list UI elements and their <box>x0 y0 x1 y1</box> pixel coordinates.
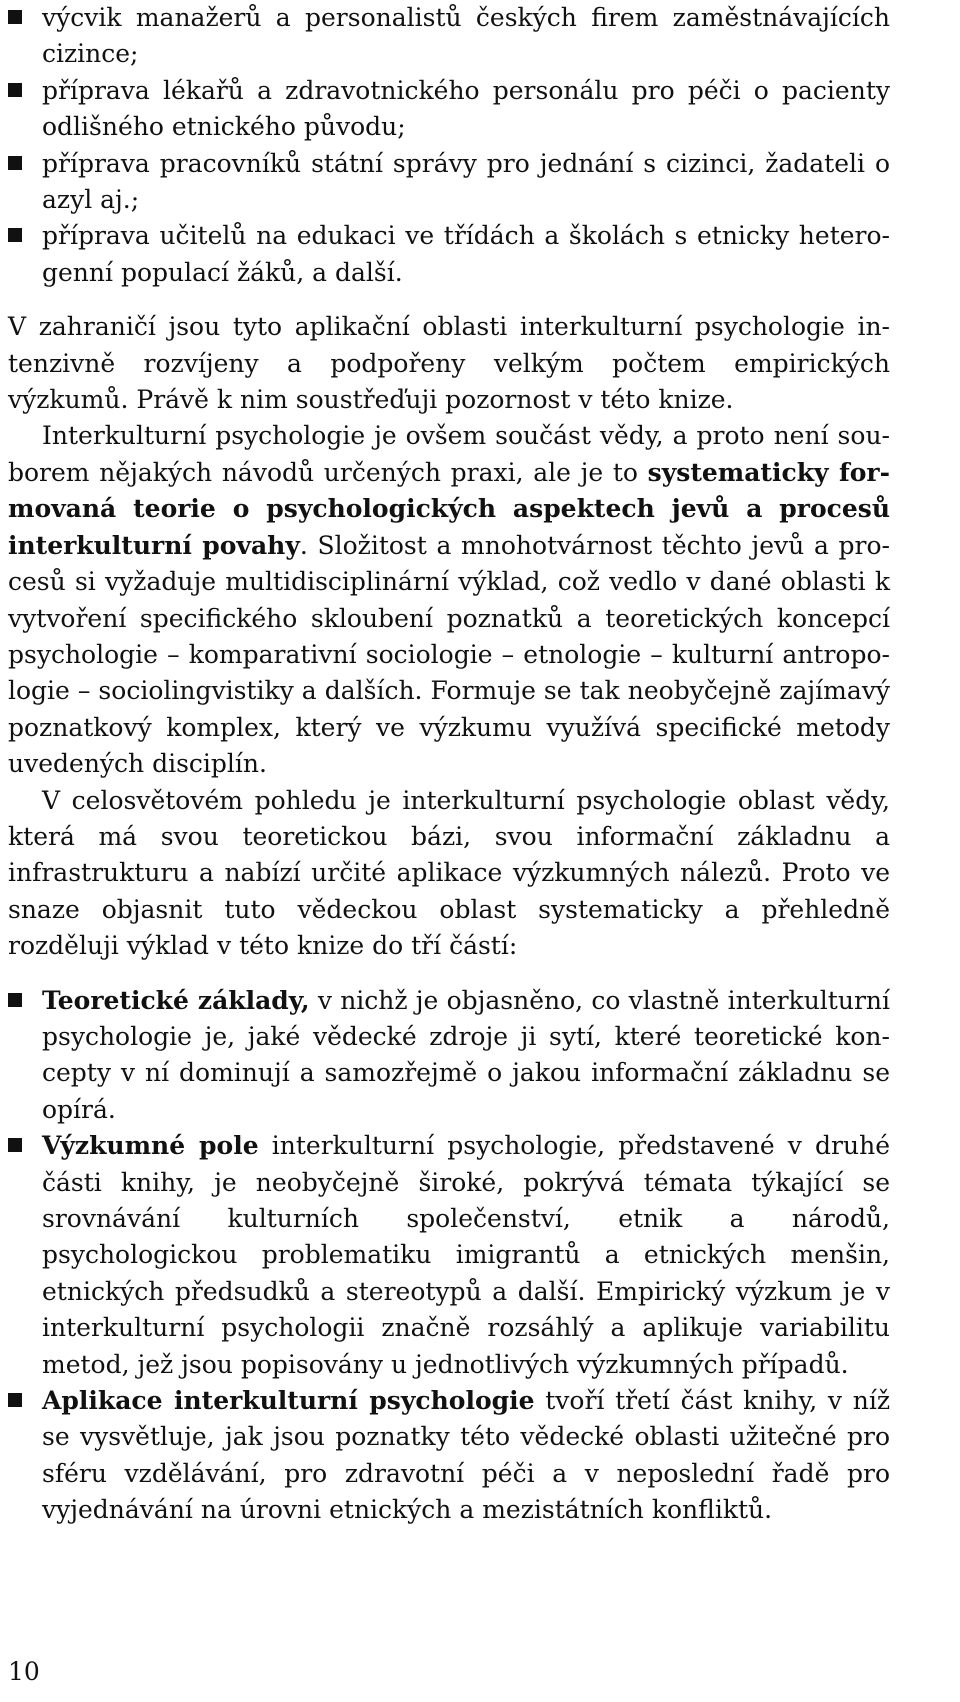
square-bullet-icon <box>8 156 22 170</box>
application-list <box>8 0 890 291</box>
paragraph-overview: V celosvětovém pohledu je interkulturní psychologie oblast vědy, která má svou teoretickou bázi, svou informační základnu a infrastrukturu a nabízí určité aplikace výzkumných nálezů. Proto ve snaze objasnit tuto vědeckou oblast systematicky a přehledně rozděluji výklad v této knize do tří částí: <box>8 785 890 961</box>
square-bullet-icon <box>8 83 22 97</box>
paragraph-abroad: V zahraničí jsou tyto aplikační oblasti interkulturní psychologie intenzivně rozvíjeny a podpořeny velkým počtem empirických výzkumů. Právě k nim soustřeďuji pozornost v této knize. <box>8 312 890 415</box>
square-bullet-icon <box>8 10 22 24</box>
square-bullet-icon <box>8 993 22 1007</box>
list-item: Výzkumné pole interkulturní psychologie, představené v druhé části knihy, je neobyčejně široké, pokrývá témata týkající se srovnávání kulturních společenství, etnik a národů, psychologickou problematiku imigrantů a etnických menšin, etnických předsudků a stereotypů a další. Empirický výzkum je v interkulturní psychologii značně rozsáhlý a aplikuje variabilitu metod, jež jsou popisovány u jednotlivých výzkumných případů. <box>8 1128 890 1383</box>
list-item: příprava pracovníků státní správy pro jednání s cizinci, žadateli o azyl aj.; <box>8 146 890 219</box>
emphasis-text: systematicky formovaná teorie o psychologických aspektech jevů a procesů interkulturní povahy <box>8 457 890 560</box>
page-number: 10 <box>8 1657 40 1686</box>
list-item: Aplikace interkulturní psychologie tvoří třetí část knihy, v níž se vysvětluje, jak jsou poznatky této vědecké oblasti užitečné pro sféru vzdělávání, pro zdravotní péči a v neposlední řadě pro vyjednávání na úrovni etnických a mezistátních konfliktů. <box>8 1383 890 1529</box>
square-bullet-icon <box>8 1393 22 1407</box>
list-item: výcvik manažerů a personalistů českých firem zaměstnávajících cizince; <box>8 0 890 73</box>
list-item: Teoretické základy, v nichž je objasněno, co vlastně interkulturní psychologie je, jaké vědecké zdroje ji sytí, které teoretické koncepty v ní dominují a samozřejmě o jakou informační základnu se opírá. <box>8 983 890 1129</box>
square-bullet-icon <box>8 1138 22 1152</box>
list-item: příprava lékařů a zdravotnického personálu pro péči o pacienty odlišného etnického původu; <box>8 73 890 146</box>
parts-list <box>8 983 890 1529</box>
body-text <box>8 0 890 1529</box>
list-item: příprava učitelů na edukaci ve třídách a školách s etnicky heterogenní populací žáků, a další. <box>8 218 890 291</box>
paragraph-science: Interkulturní psychologie je ovšem součást vědy, a proto není souborem nějakých návodů určených praxi, ale je to systematicky formovaná teorie o psychologických aspektech jevů a procesů interkulturní povahy. Složitost a mnohotvárnost těchto jevů a procesů si vyžaduje multidisciplinární výklad, což vedlo v dané oblasti k vytvoření specifického skloubení poznatků a teoretických koncepcí psychologie – komparativní sociologie – etnologie – kulturní antropologie – sociolingvistiky a dalších. Formuje se tak neobyčejně zajímavý poznatkový komplex, který ve výzkumu využívá specifické metody uvedených disciplín. <box>8 421 890 779</box>
square-bullet-icon <box>8 228 22 242</box>
